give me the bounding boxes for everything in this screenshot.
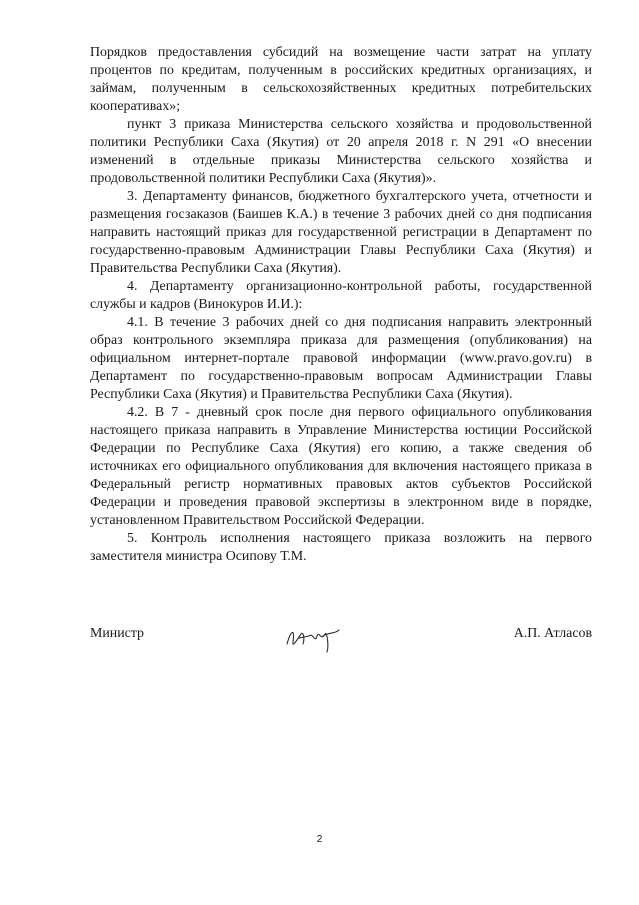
paragraph-4-2: 4.2. В 7 - дневный срок после дня первого официального опубликования настоящего приказа направить в Управление Министерства юстиции Российской Федерации по Республике Саха (Якутия) его копию, а также сведения об источниках его официального опубликования для включения настоящего приказа в Федеральный регистр нормативных правовых актов субъектов Российской Федерации и проведения правовой экспертизы в электронном виде в порядке, установленном Правительством Российской Федерации. <box>90 405 592 528</box>
page-number: 2 <box>316 834 323 845</box>
signatory-position: Министр <box>90 626 145 641</box>
paragraph-3: 3. Департаменту финансов, бюджетного бухгалтерского учета, отчетности и размещения госзаказов (Баишев К.А.) в течение 3 рабочих дней со дня подписания направить настоящий приказ для государственной регистрации в Департамент по государственно-правовым Администрации Главы Республики Саха (Якутия) и Правительства Республики Саха (Якутия). <box>90 189 592 276</box>
paragraph-continuation: Порядков предоставления субсидий на возмещение части затрат на уплату процентов по кредитам, полученным в российских кредитных организациях, и займам, полученным в сельскохозяйственных кредитных потребительских кооперативах»; <box>90 45 592 114</box>
paragraph-4-1: 4.1. В течение 3 рабочих дней со дня подписания направить электронный образ контрольного экземпляра приказа для размещения (опубликования) на официальном интернет-портале правовой информации (www.pravo.gov.ru) в Департамент по государственно-правовым вопросам Администрации Главы Республики Саха (Якутия) и Правительства Республики Саха (Якутия). <box>90 315 592 402</box>
paragraph-5: 5. Контроль исполнения настоящего приказа возложить на первого заместителя министра Осипову Т.М. <box>90 531 592 564</box>
handwritten-signature <box>283 622 343 656</box>
signatory-name: А.П. Атласов <box>513 626 592 641</box>
document-body <box>90 44 592 566</box>
paragraph-4: 4. Департаменту организационно-контрольной работы, государственной службы и кадров (Винокуров И.И.): <box>90 279 592 312</box>
paragraph-order-item: пункт 3 приказа Министерства сельского хозяйства и продовольственной политики Республики Саха (Якутия) от 20 апреля 2018 г. N 291 «О внесении изменений в отдельные приказы Министерства сельского хозяйства и продовольственной политики Республики Саха (Якутия)». <box>90 117 592 186</box>
signature-block <box>90 622 592 662</box>
